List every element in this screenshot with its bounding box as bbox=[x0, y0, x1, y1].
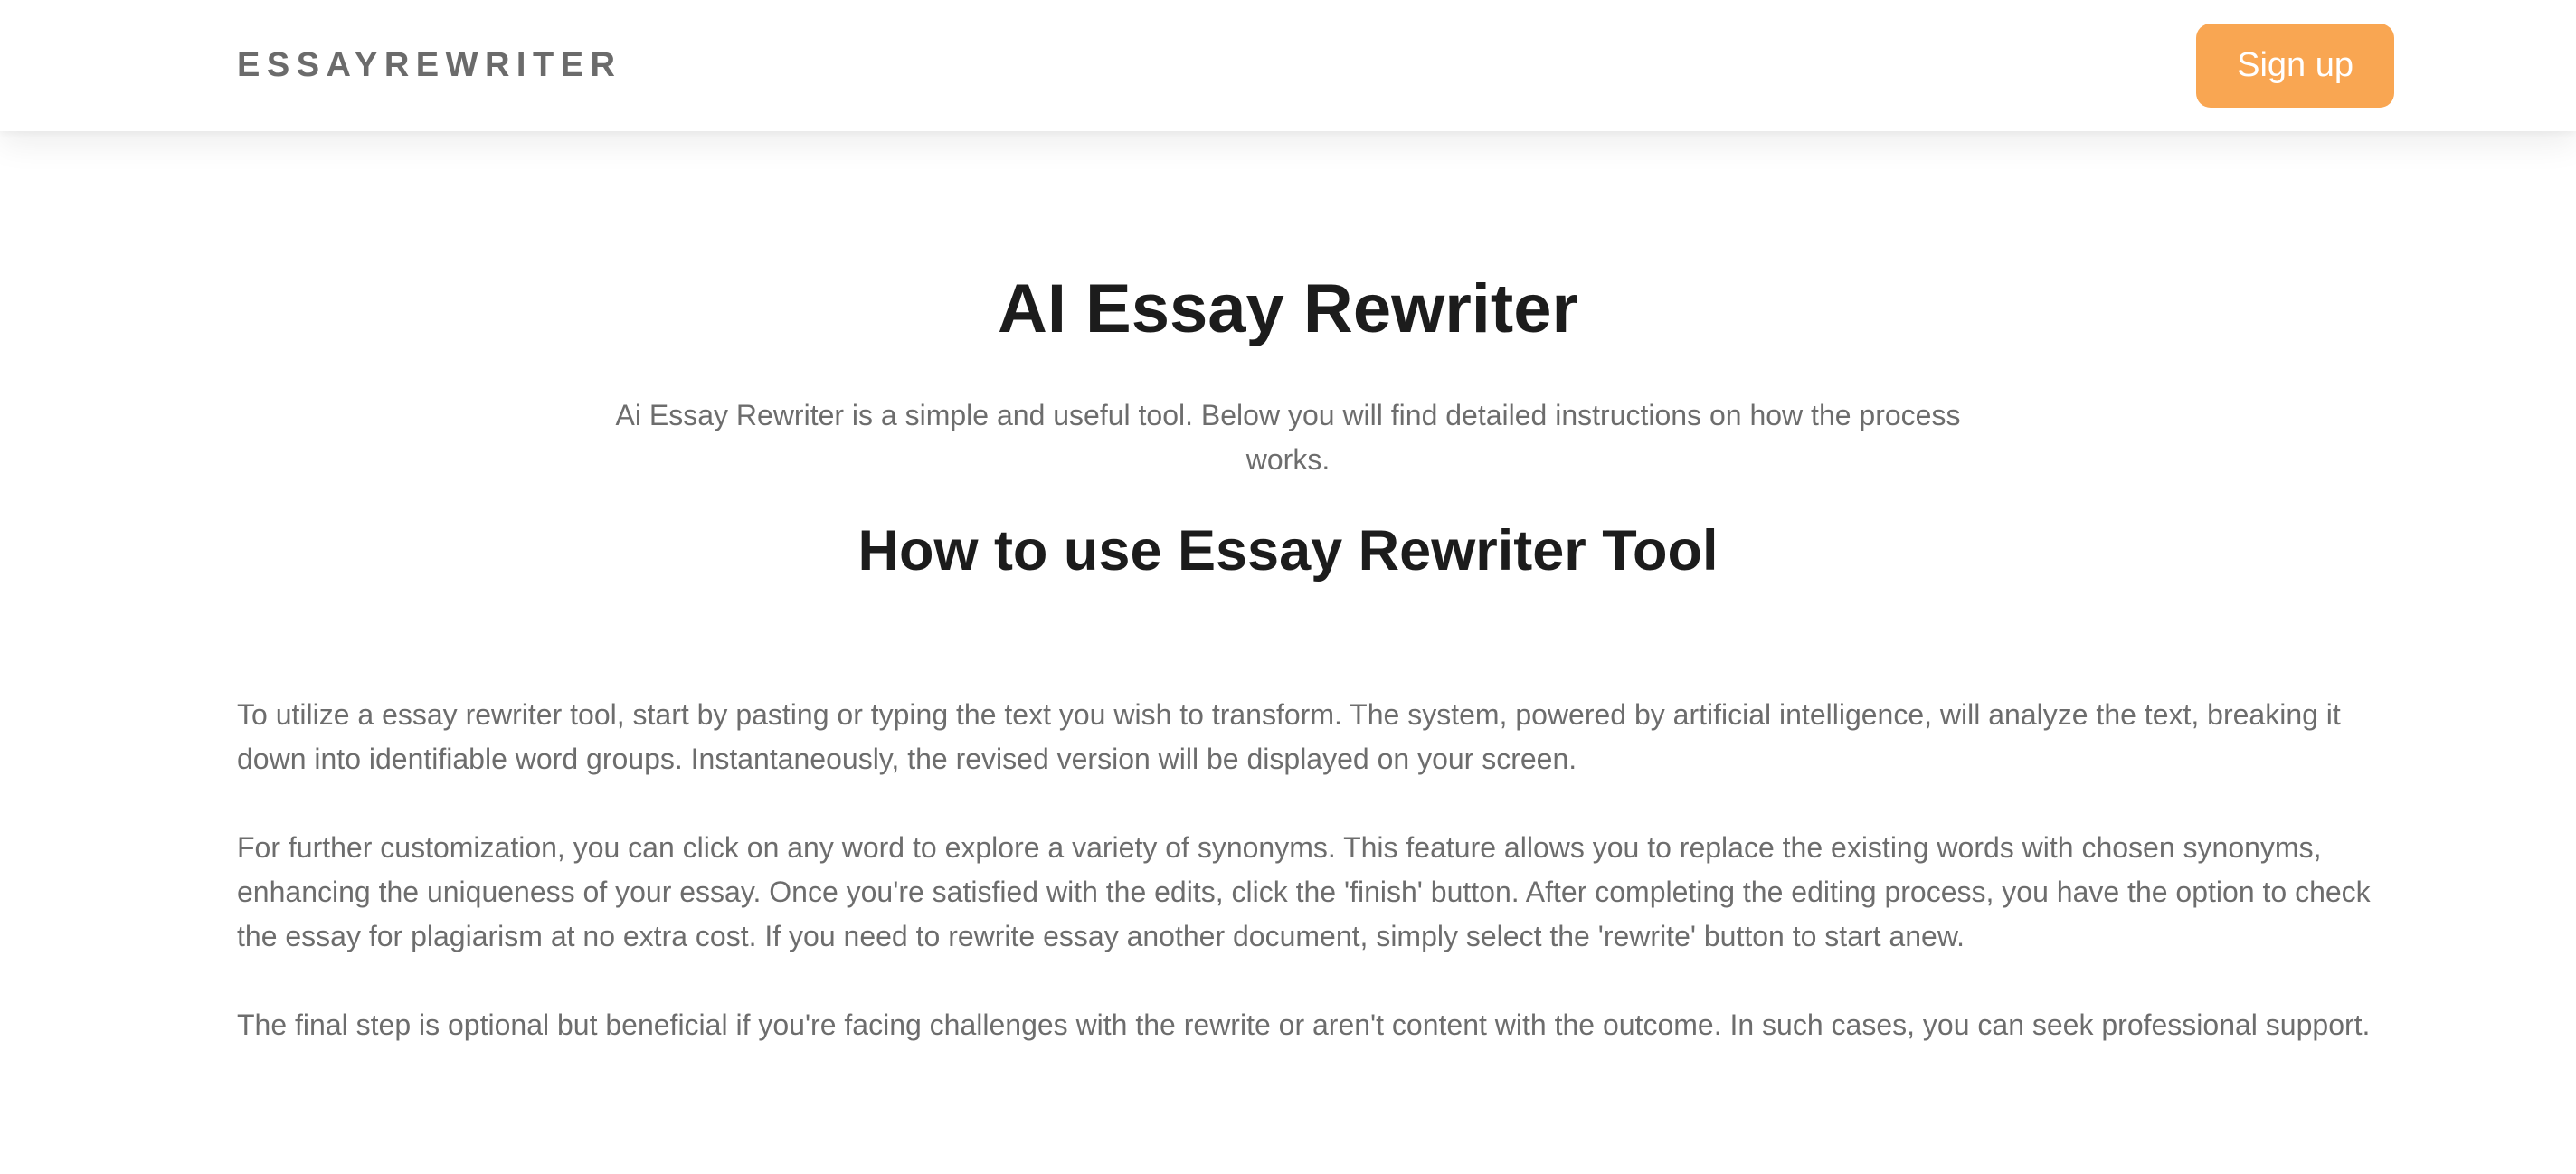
article-paragraph-2: For further customization, you can click on any word to explore a variety of synonyms. This feature allows you to replace the existing words with chosen synonyms, enhancing the uniqueness of your essay. Once you're satisfied with the edits, click the 'finish' button. After completing the editing process, you have the option to check the essay for plagiarism at no extra cost. If you need to rewrite essay another document, simply select the 'rewrite' button to start anew. bbox=[237, 830, 2371, 952]
page-title: AI Essay Rewriter bbox=[997, 270, 1579, 347]
header-container bbox=[237, 24, 2394, 108]
header bbox=[0, 0, 2576, 131]
main-content bbox=[0, 131, 2576, 1047]
article-paragraph-3: The final step is optional but beneficial if you're facing challenges with the rewrite or aren't content with the outcome. In such cases, you can seek professional support. bbox=[237, 1008, 2371, 1041]
section-heading: How to use Essay Rewriter Tool bbox=[857, 519, 1719, 583]
page-subtitle: Ai Essay Rewriter is a simple and useful tool. Below you will find detailed instructions on how the process works. bbox=[615, 399, 1961, 477]
hero-section bbox=[0, 131, 2576, 586]
article-paragraph-1: To utilize a essay rewriter tool, start by pasting or typing the text you wish to transform. The system, powered by artificial intelligence, will analyze the text, breaking it down into identifiable word groups. Instantaneously, the revised version will be displayed on your screen. bbox=[237, 697, 2341, 775]
instructions-article bbox=[237, 693, 2394, 1047]
signup-button[interactable]: Sign up bbox=[2196, 24, 2394, 108]
site-logo[interactable]: ESSAYREWRITER bbox=[237, 46, 622, 84]
